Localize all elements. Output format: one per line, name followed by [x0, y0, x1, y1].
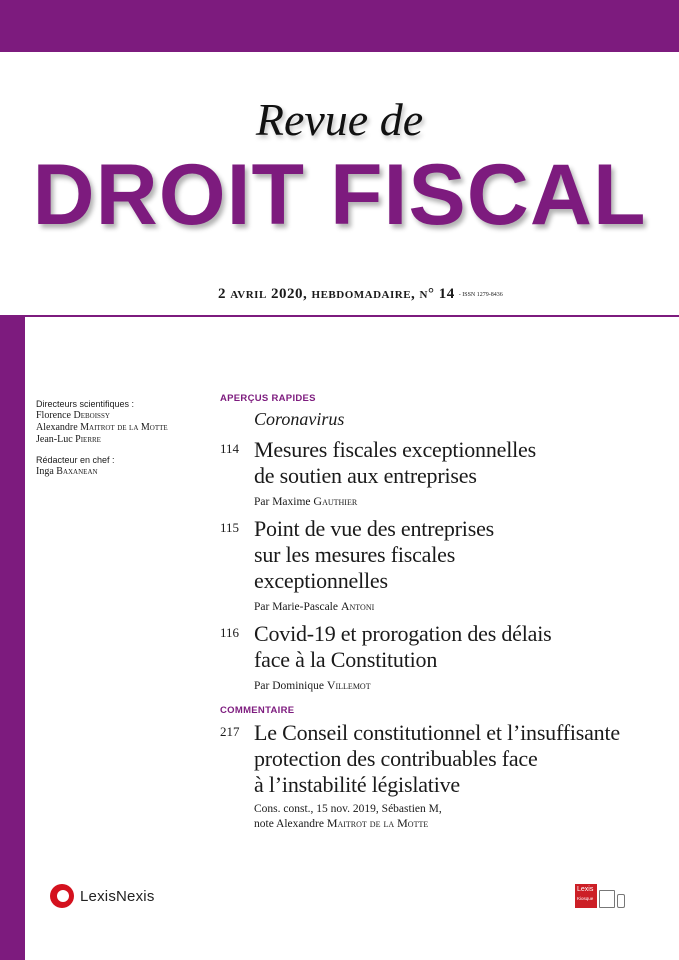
editor-in-chief: Inga Baxanean [36, 466, 98, 477]
kiosque-icon: Lexis Kiosque [575, 884, 597, 908]
entry-author: Par Maxime Gauthier [254, 494, 358, 508]
section-label-commentaire: COMMENTAIRE [220, 705, 295, 716]
lexisnexis-logo [50, 884, 155, 908]
lexis-kiosque-badge [575, 884, 625, 908]
entry-author: note Alexandre Maitrot de la Motte [254, 816, 429, 830]
table-of-contents [220, 393, 670, 831]
section-label-apercus: APERÇUS RAPIDES [220, 393, 316, 404]
header-rule [25, 315, 679, 317]
phone-icon [617, 894, 625, 908]
entry-title: Covid-19 et prorogation des délais face à la Constitution [254, 621, 552, 672]
director: Jean-Luc Pierre [36, 434, 101, 445]
entry-author: Par Marie-Pascale Antoni [254, 599, 375, 613]
issue-date: 2 avril 2020, hebdomadaire, n° 14 [218, 286, 455, 302]
toc-entry-114[interactable] [220, 437, 670, 509]
editorial-board [36, 398, 211, 478]
director: Florence Deboissy [36, 410, 110, 421]
entry-number: 217 [220, 724, 240, 739]
toc-entry-115[interactable] [220, 516, 670, 614]
director: Alexandre Maitrot de la Motte [36, 422, 168, 433]
top-color-band [0, 0, 679, 52]
journal-title-line2: DROIT FISCAL [32, 147, 647, 243]
journal-title-line1: Revue de [255, 94, 424, 145]
issn: - ISSN 1279-8436 [458, 291, 503, 298]
entry-number: 116 [220, 625, 240, 640]
entry-title: Mesures fiscales exceptionnelles de soutien aux entreprises [254, 437, 536, 488]
entry-title: Point de vue des entreprises sur les mesures fiscales exceptionnelles [254, 516, 495, 593]
lexisnexis-logo-icon [50, 884, 74, 908]
publisher-name: LexisNexis [80, 887, 155, 905]
entry-number: 114 [220, 441, 240, 456]
left-color-band [0, 315, 25, 960]
issue-info [218, 286, 503, 303]
entry-title: Le Conseil constitutionnel et l’insuffisante protection des contribuables face à l’instabilité législative [254, 720, 620, 797]
editor-label: Rédacteur en chef : [36, 455, 115, 465]
toc-entry-116[interactable] [220, 621, 670, 693]
entry-number: 115 [220, 520, 240, 535]
toc-entry-217[interactable] [220, 720, 670, 831]
directors-label: Directeurs scientifiques : [36, 399, 135, 409]
tablet-icon [599, 890, 615, 908]
entry-reference: Cons. const., 15 nov. 2019, Sébastien M, [254, 803, 442, 815]
entry-author: Par Dominique Villemot [254, 678, 371, 692]
topic-heading: Coronavirus [254, 409, 345, 429]
